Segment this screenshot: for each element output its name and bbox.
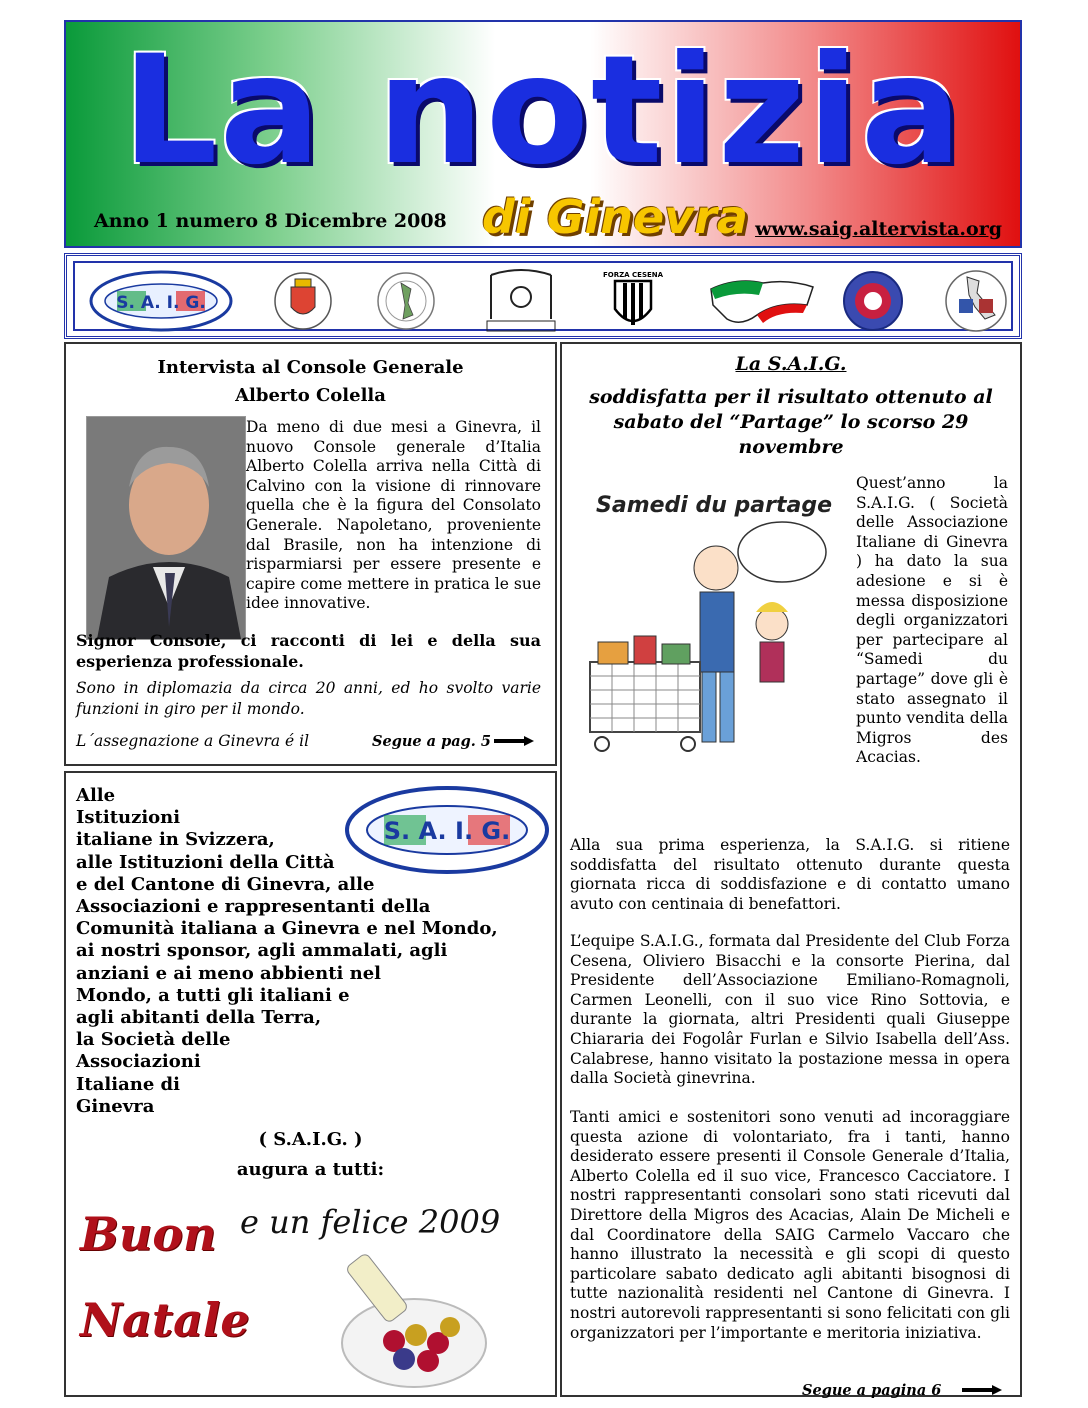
buon-natale-text: Buon Natale — [80, 1207, 250, 1347]
augura-text: augura a tutti: — [236, 1159, 385, 1180]
forza-cesena-logo — [603, 269, 663, 333]
saig-signature: ( S.A.I.G. ) — [258, 1129, 363, 1150]
christmas-bowl-image — [334, 1243, 494, 1393]
newspaper-title: La notizia — [122, 24, 964, 198]
calabria-association-logo — [375, 269, 437, 333]
circular-association-logo — [841, 269, 905, 333]
saig-paragraph-3: L’equipe S.A.I.G., formata dal Presidente del Club Forza Cesena, Oliviero Bisacchi e la consorte Pierina, dal Presidente dell’Associazione Emiliano-Romagnoli, Carmen Leonelli, con il suo vice Rino Sottovia, e durante la giornata, altri Presidenti quali Giuseppe Chiararia dei Fogolâr Furlan e Silvio Isabella dell’Ass. Calabrese, hanno visitato la postazione messa in opera dalla Società ginevrina. — [570, 932, 1010, 1088]
website-link[interactable]: www.saig.altervista.org — [755, 218, 1002, 240]
cartoon-caption: Samedi du partage — [596, 493, 833, 518]
arrow-right-icon — [962, 1385, 1002, 1395]
italy-map-logo — [939, 269, 1013, 333]
saig-stamp-text: S. A. I. G. — [383, 817, 511, 845]
forza-cesena-caption: FORZA CESENA — [603, 271, 663, 279]
interview-answer: Sono in diplomazia da circa 20 anni, ed ho svolto varie funzioni in giro per il mondo. — [76, 679, 541, 718]
interview-headline: Intervista al Console Generale Alberto Colella — [157, 357, 464, 406]
saig-stamp-logo — [344, 785, 550, 875]
saig-paragraph-1: Quest’anno la S.A.I.G. ( Società delle Associazione Italiane di Ginevra ) ha dato la sua adesione e si è messa disposizione degli organizzatori per partecipare al “Samedi du partage” dove gli è stato assegnato il punto vendita della Migros des Acacias. — [856, 474, 1008, 767]
continued-page-5[interactable]: Segue a pag. 5 — [372, 733, 491, 750]
greeting-recipients: Alle Istituzioni italiane in Svizzera, alle Istituzioni della Città e del Cantone di Ginevra, alle Associazioni e rappresentanti della Comunità italiana a Ginevra e nel Mondo, ai nostri sponsor, agli ammalati, agli anziani e ai meno abbienti nel Mondo, a tutti gli italiani e agli abitanti della Terra, la Società delle Associazioni Italiane di Ginevra — [76, 785, 498, 1117]
saig-logo — [87, 269, 235, 333]
saig-paragraph-4: Tanti amici e sostenitori sono venuti ad incoraggiare questa azione di volontariato, fra i tanti, hanno desiderato essere presenti il Console Generale d’Italia, Alberto Colella ed il suo vice, Francesco Cacciatore. I nostri rappresentanti consolari sono stati ricevuti dal Direttore della Migros des Acacias, Alain De Micheli e dal Coordinatore della SAIG Carmelo Vaccaro che hanno illustrato la necessità e gli scopi di questo particolare sabato dedicato agli abitanti bisognosi di tutte nazionalità residenti nel Cantone di Ginevra. I nostri autorevoli rappresentanti si sono felicitati con gli organizzatori per l’importante e meritoria iniziativa. — [570, 1108, 1010, 1342]
samedi-du-partage-cartoon — [576, 472, 844, 772]
saig-paragraph-2: Alla sua prima esperienza, la S.A.I.G. si ritiene soddisfatta del risultato ottenuto durante questa giornata ricca di soddisfazione e di contatto umano avuto con centinaia di benefattori. — [570, 836, 1010, 913]
association-logos-strip — [64, 253, 1022, 339]
interview-question: Signor Console, ci racconti di lei e della sua esperienza professionale. — [76, 631, 541, 671]
newspaper-subtitle: di Ginevra — [482, 190, 748, 244]
saig-logo-text: S. A. I. G. — [116, 293, 206, 313]
masthead — [64, 20, 1022, 248]
crest-logo — [273, 269, 333, 333]
interview-intro-text: Da meno di due mesi a Ginevra, il nuovo Console generale d’Italia Alberto Colella arriva nella Città di Calvino con la visione di rinnovare quella che è la figura del Consolato Generale. Napoletano, proveniente dal Brasile, non ha intenzione di risparmiarsi per essere presente e capire come mettere in pratica le sue idee innovative. — [246, 418, 541, 613]
arrow-right-icon — [494, 736, 534, 746]
felice-2009-text: e un felice 2009 — [240, 1203, 501, 1241]
emilia-romagna-logo — [707, 269, 817, 333]
interview-continuation: L´assegnazione a Ginevra é il — [76, 732, 310, 750]
dante-alighieri-logo — [481, 269, 561, 333]
continued-page-6[interactable]: Segue a pagina 6 — [802, 1382, 942, 1399]
interview-article — [64, 342, 557, 766]
saig-headline: La S.A.I.G. soddisfatta per il risultato ottenuto al sabato del “Partage” lo scorso 29 novembre — [589, 353, 993, 458]
saig-article — [560, 342, 1022, 1397]
holiday-greeting — [64, 771, 557, 1397]
issue-info: Anno 1 numero 8 Dicembre 2008 — [94, 210, 447, 232]
consul-photo — [86, 416, 246, 640]
